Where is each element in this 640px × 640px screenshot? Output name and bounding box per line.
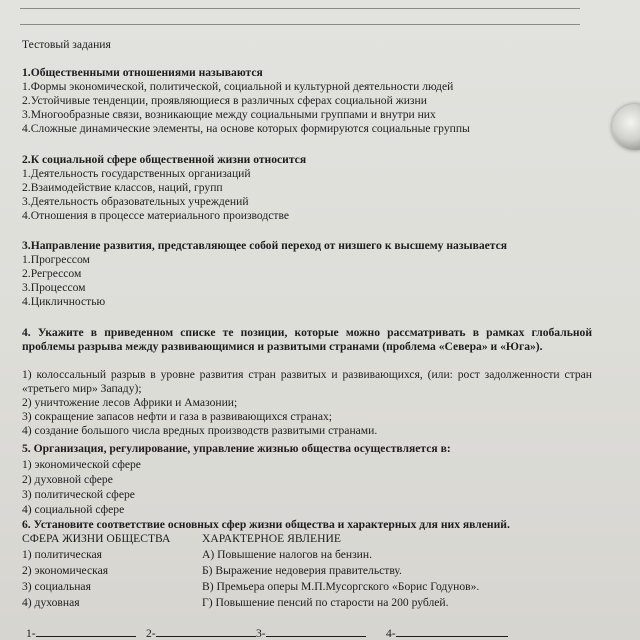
ruled-line (20, 24, 580, 25)
q1-option-3: 3.Многообразные связи, возникающие между социальными группами и внутри них (22, 108, 436, 121)
question-6: 6. Установите соответствие основных сфер жизни общества и характерных для них явлений. (22, 518, 510, 531)
ruled-line (20, 8, 580, 9)
q6-right-d: Г) Повышение пенсий по старости на 200 рублей. (202, 596, 449, 609)
q6-right-header: ХАРАКТЕРНОЕ ЯВЛЕНИЕ (202, 532, 341, 545)
answer-slot-3[interactable] (256, 626, 366, 640)
q1-option-2: 2.Устойчивые тенденции, проявляющиеся в различных сферах социальной жизни (22, 94, 427, 107)
answer-blank-3[interactable] (266, 626, 366, 637)
page-title: Тестовый задания (22, 38, 111, 51)
answer-label-1: 1- (26, 627, 36, 640)
q6-left-3: 3) социальная (22, 580, 91, 593)
answer-label-3: 3- (256, 627, 266, 640)
q1-option-4: 4.Сложные динамические элементы, на основе которых формируются социальные группы (22, 122, 470, 135)
q6-right-b: Б) Выражение недоверия правительству. (202, 564, 402, 577)
q5-option-4: 4) социальной сфере (22, 503, 125, 516)
question-2: 2.К социальной сфере общественной жизни относится (22, 153, 307, 166)
q6-left-header: СФЕРА ЖИЗНИ ОБЩЕСТВА (22, 532, 171, 545)
q3-option-2: 2.Регрессом (22, 267, 82, 280)
question-4: 4. Укажите в приведенном списке те позиции, которые можно рассматривать в рамках глобальной проблемы разрыва между развивающимися и развитыми странами (проблема «Севера» и «Юга»). (22, 326, 592, 353)
q6-left-1: 1) политическая (22, 548, 103, 561)
q3-option-3: 3.Процессом (22, 281, 86, 294)
q6-left-2: 2) экономическая (22, 564, 109, 577)
q2-option-1: 1.Деятельность государственных организаций (22, 167, 251, 180)
q3-option-1: 1.Прогрессом (22, 253, 90, 266)
q6-right-c: В) Премьера оперы М.П.Мусоргского «Борис Годунов». (202, 580, 480, 593)
question-5: 5. Организация, регулирование, управление жизнью общества осуществляется в: (22, 442, 451, 455)
q1-option-1: 1.Формы экономической, политической, социальной и культурной деятельности людей (22, 80, 454, 93)
q2-option-2: 2.Взаимодействие классов, наций, групп (22, 181, 223, 194)
q5-option-1: 1) экономической сфере (22, 458, 141, 471)
question-3: 3.Направление развития, представляющее собой переход от низшего к высшему называется (22, 239, 508, 252)
q4-option-2: 2) уничтожение лесов Африки и Амазонии; (22, 396, 238, 409)
q6-left-4: 4) духовная (22, 596, 80, 609)
answer-blank-1[interactable] (36, 626, 136, 637)
question-1: 1.Общественными отношениями называются (22, 66, 263, 79)
q4-option-4: 4) создание большого числа вредных производств развитыми странами. (22, 424, 378, 437)
q2-option-4: 4.Отношения в процессе материального производстве (22, 209, 290, 222)
q6-right-a: А) Повышение налогов на бензин. (202, 548, 372, 561)
answer-slot-4[interactable] (386, 626, 508, 640)
answer-slot-2[interactable] (146, 626, 256, 640)
q5-option-2: 2) духовной сфере (22, 473, 113, 486)
q4-option-1: 1) колоссальный разрыв в уровне развития стран развитых и развивающихся, (или: рост задолженности стран «третьего мир» Западу); (22, 368, 592, 395)
q5-option-3: 3) политической сфере (22, 488, 135, 501)
answer-blank-4[interactable] (396, 626, 508, 637)
q3-option-4: 4.Цикличностью (22, 295, 106, 308)
answer-slot-1[interactable] (26, 626, 136, 640)
answer-label-2: 2- (146, 627, 156, 640)
answer-label-4: 4- (386, 627, 396, 640)
q2-option-3: 3.Деятельность образовательных учреждений (22, 195, 249, 208)
q4-option-3: 3) сокращение запасов нефти и газа в развивающихся странах; (22, 410, 332, 423)
answer-blank-2[interactable] (156, 626, 256, 637)
